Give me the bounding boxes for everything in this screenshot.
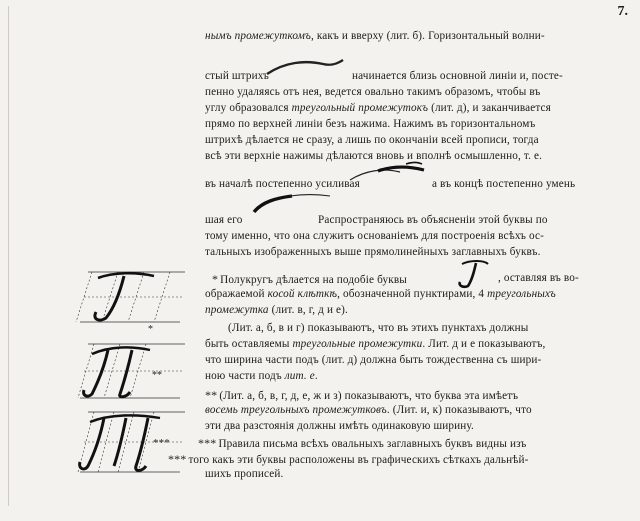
text-line-23: *** того какъ эти буквы расположены въ графическихъ сѣткахъ дальнѣй- <box>168 452 529 466</box>
text-line-19: ** (Лит. а, б, в, г, д, е, ж и з) показываютъ, что буква эта имѣетъ <box>205 388 519 402</box>
text-line-10: тому именно, что она служитъ основаніемъ для построенія всѣхъ ос- <box>205 230 545 242</box>
text-line-8a: въ началѣ постепенно усиливая <box>205 178 360 190</box>
text-line-13: ображаемой косой клѣткѣ, обозначенной пунктирами, 4 треугольныхъ <box>205 288 556 300</box>
letter-grid-diagrams <box>70 262 195 482</box>
diagram-3-mark: *** <box>153 437 170 449</box>
text-line-6: штрихѣ дѣлается не сразу, а лишь по окончаніи всей прописи, тогда <box>205 134 539 146</box>
text-line-12b: , оставляя въ во- <box>498 272 579 284</box>
tapering-stroke-icon <box>252 190 332 216</box>
text-line-18: ною части подъ лит. е. <box>205 370 318 382</box>
text-line-24: шихъ прописей. <box>205 468 284 480</box>
text-line-11: тальныхъ изображенныхъ выше прямолинейныхъ заглавныхъ буквъ. <box>205 246 541 258</box>
diagram-2-mark: ** <box>152 370 162 381</box>
text-line-15: (Лит. а, б, в и г) показываютъ, что въ этихъ пунктахъ должны <box>228 322 529 334</box>
text-line-1: нымъ промежуткомъ, какъ и вверху (лит. б). Горизонтальный волни- <box>205 30 545 42</box>
text-line-20: восемь треугольныхъ промежутковъ. (Лит. и, к) показываютъ, что <box>205 404 532 416</box>
text-line-17: что ширина части подъ (лит. д) должна быть тождественна съ шири- <box>205 354 542 366</box>
text-line-12a: * Полукругъ дѣлается на подобіе буквы <box>212 272 407 286</box>
text-line-4: углу образовался треугольный промежутокъ (лит. д), и заканчивается <box>205 102 551 114</box>
italic-term: нымъ промежуткомъ <box>205 30 311 42</box>
text-line-7: всѣ эти верхніе нажимы дѣлаются вновь и вполнѣ осмышленно, т. е. <box>205 150 543 162</box>
text-line-2b: начинается близь основной линіи и, посте- <box>352 70 563 82</box>
text-line-3: пенно удаляясь отъ нея, ведется овально такимъ образомъ, чтобы въ <box>205 86 541 98</box>
text-line-9b: Распространяюсь въ объясненіи этой буквы по <box>318 214 548 226</box>
page-edge <box>8 6 9 506</box>
page-number: 7. <box>617 4 628 19</box>
text-line-5: прямо по верхней линіи безъ нажима. Нажимъ въ горизонтальномъ <box>205 118 536 130</box>
swelling-stroke-icon <box>348 160 428 184</box>
text-line-21: эти два разстоянія должны имѣть одинаковую ширину. <box>205 420 474 432</box>
letter-diagram-2 <box>78 344 185 398</box>
text-line-8b: а въ концѣ постепенно умень <box>432 178 576 190</box>
semicircle-letter-icon <box>452 258 492 290</box>
text-line-22: *** Правила письма всѣхъ овальныхъ заглавныхъ буквъ видны изъ <box>198 436 527 450</box>
text-line-9a: шая его <box>205 214 243 226</box>
diagram-1-mark: * <box>148 324 153 335</box>
text-line-16: быть оставляемы треугольные промежутки. Лит. д и е показываютъ, <box>205 338 546 350</box>
text-line-2a: стый штрихъ <box>205 70 269 82</box>
wavy-stroke-icon <box>265 58 345 78</box>
text-line-14: промежутка (лит. в, г, д и е). <box>205 304 348 316</box>
letter-diagram-1 <box>76 272 185 322</box>
